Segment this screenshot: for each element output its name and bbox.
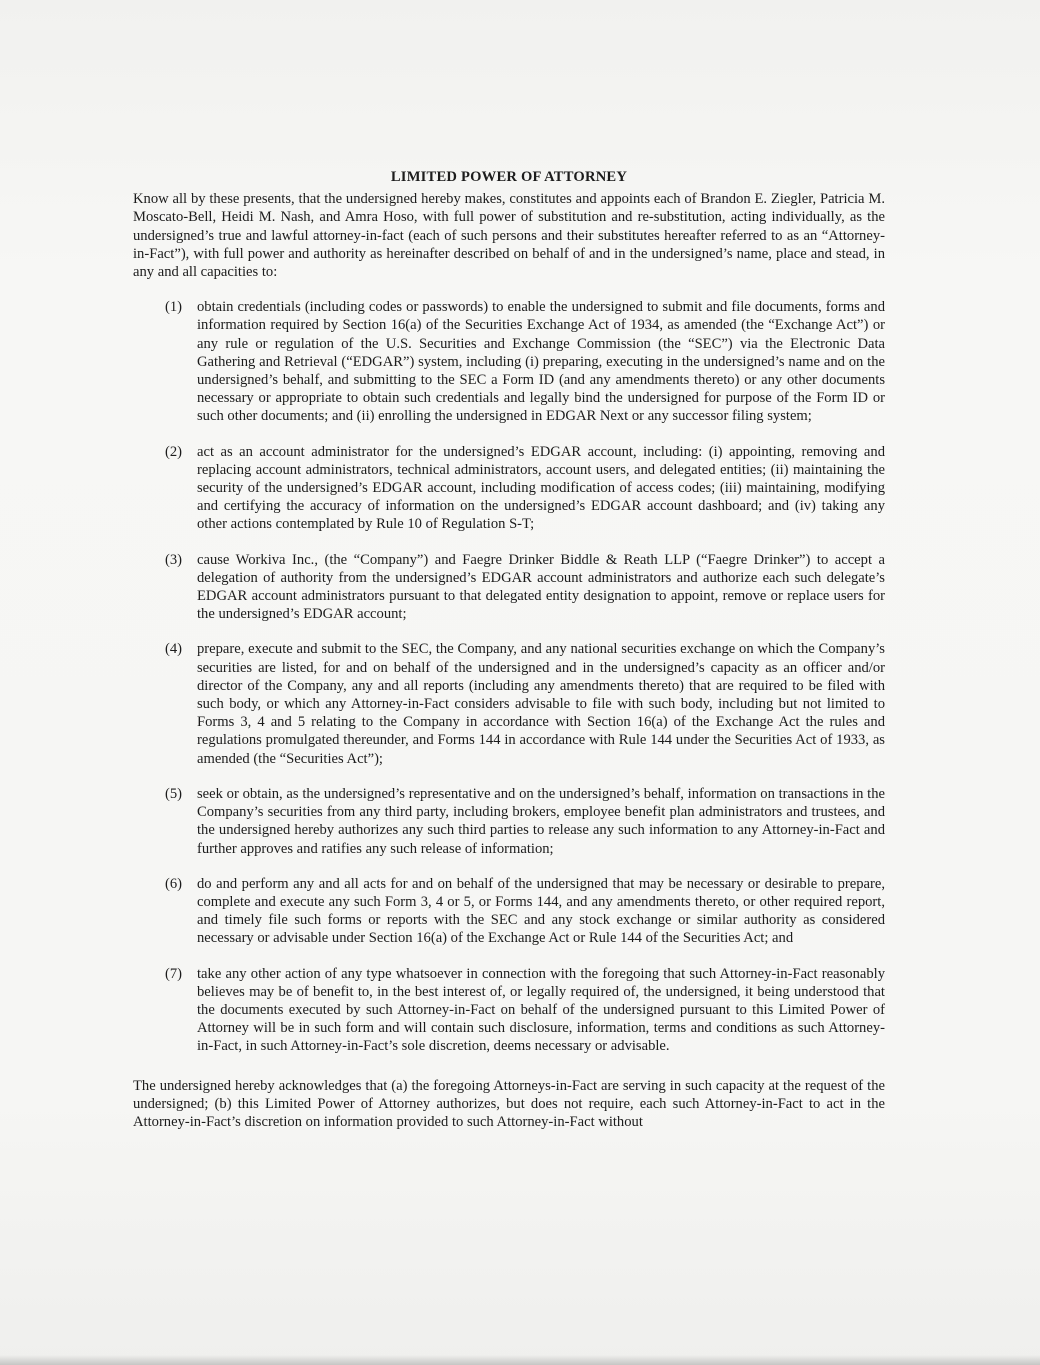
item-number: (4) [165, 641, 183, 658]
item-number: (2) [165, 443, 183, 460]
powers-list [133, 298, 885, 1055]
intro-paragraph: Know all by these presents, that the undersigned hereby makes, constitutes and appoints each of Brandon E. Ziegler, Patricia M. Moscato-Bell, Heidi M. Nash, and Amra Hoso, with full power of substitution and re-substitution, acting individually, as the undersigned’s true and lawful attorney-in-fact (each of such persons and their substitutes hereafter referred to as an “Attorney-in-Fact”), with full power and authority as hereinafter described on behalf of and in the undersigned’s name, place and stead, in any and all capacities to: [133, 191, 885, 281]
item-text: cause Workiva Inc., (the “Company”) and Faegre Drinker Biddle & Reath LLP (“Faegre Drinker”) to accept a delegation of authority from the undersigned’s EDGAR account administrators and authorize each such delegate’s EDGAR account administrators pursuant to that delegated entity designation to appoint, remove or replace users for the undersigned’s EDGAR account; [197, 551, 885, 623]
item-text: act as an account administrator for the undersigned’s EDGAR account, including: (i) appointing, removing and replacing account administrators, technical administrators, account users, and delegated entities; (ii) maintaining the security of the undersigned’s EDGAR account, including modification of access codes; (iii) maintaining, modifying and certifying the accuracy of information on the undersigned’s EDGAR account dashboard; and (iv) taking any other actions contemplated by Rule 10 of Regulation S-T; [197, 443, 885, 533]
list-item [133, 875, 885, 948]
list-item [133, 640, 885, 767]
list-item [133, 785, 885, 858]
item-number: (7) [165, 965, 183, 982]
item-number: (1) [165, 299, 183, 316]
item-number: (5) [165, 785, 183, 802]
item-text: take any other action of any type whatsoever in connection with the foregoing that such Attorney-in-Fact reasonably believes may be of benefit to, in the best interest of, or legally required of, the undersigned, it being understood that the documents executed by such Attorney-in-Fact on behalf of the undersigned pursuant to this Limited Power of Attorney will be in such form and will contain such disclosure, information, terms and conditions as such Attorney-in-Fact, in such Attorney-in-Fact’s sole discretion, deems necessary or advisable. [197, 965, 885, 1055]
document-title: LIMITED POWER OF ATTORNEY [390, 169, 628, 185]
item-number: (6) [165, 875, 183, 892]
item-number: (3) [165, 551, 183, 568]
item-text: do and perform any and all acts for and on behalf of the undersigned that may be necessary or desirable to prepare, complete and execute any such Form 3, 4 or 5, or Forms 144, and any amendments thereto, or other required report, and timely file such forms or reports with the SEC and any stock exchange or similar authority as considered necessary or advisable under Section 16(a) of the Exchange Act or Rule 144 of the Securities Act; and [197, 875, 885, 947]
closing-paragraph: The undersigned hereby acknowledges that (a) the foregoing Attorneys-in-Fact are serving in such capacity at the request of the undersigned; (b) this Limited Power of Attorney authorizes, but does not require, each such Attorney-in-Fact to act in the Attorney-in-Fact’s discretion on information provided to such Attorney-in-Fact without [133, 1077, 885, 1130]
list-item [133, 298, 885, 425]
list-item [133, 965, 885, 1056]
page-edge-shadow [0, 1355, 1040, 1365]
list-item [133, 551, 885, 624]
item-text: obtain credentials (including codes or passwords) to enable the undersigned to submit and file documents, forms and information required by Section 16(a) of the Securities Exchange Act of 1934, as amended (the “Exchange Act”) or any rule or regulation of the U.S. Securities and Exchange Commission (the “SEC”) via the Electronic Data Gathering and Retrieval (“EDGAR”) system, including (i) preparing, executing in the undersigned’s name and on the undersigned’s behalf, and submitting to the SEC a Form ID (and any amendments thereto) or any other documents necessary or appropriate to obtain such credentials and legally bind the undersigned for purpose of the Form ID or such other documents; and (ii) enrolling the undersigned in EDGAR Next or any successor filing system; [197, 299, 885, 425]
item-text: prepare, execute and submit to the SEC, the Company, and any national securities exchange on which the Company’s securities are listed, for and on behalf of the undersigned and in the undersigned’s capacity as an officer and/or director of the Company, any and all reports (including any amendments thereto) that are required to be filed with such body, or which any Attorney-in-Fact considers advisable to file with such body, including but not limited to Forms 3, 4 and 5 relating to the Company in accordance with Section 16(a) of the Exchange Act the rules and regulations promulgated thereunder, and Forms 144 in accordance with Rule 144 under the Securities Act of 1933, as amended (the “Securities Act”); [197, 641, 885, 767]
document-body [133, 168, 885, 1131]
list-item [133, 443, 885, 534]
item-text: seek or obtain, as the undersigned’s representative and on the undersigned’s behalf, information on transactions in the Company’s securities from any third party, including brokers, employee benefit plan administrators and trustees, and the undersigned hereby authorizes any such third parties to release any such information to any Attorney-in-Fact and further approves and ratifies any such release of information; [197, 785, 885, 857]
